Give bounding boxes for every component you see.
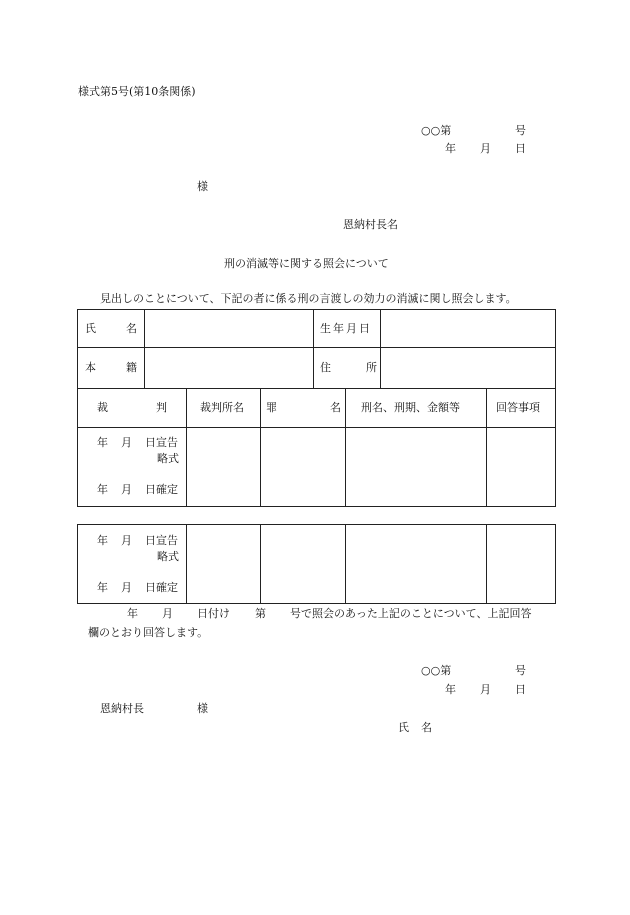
row-month: 月	[121, 581, 132, 594]
form-number: 様式第5号(第10条関係)	[78, 85, 196, 98]
address-label-a: 住	[320, 361, 331, 374]
col-answer: 回答事項	[496, 401, 540, 414]
row-day-finalized: 日確定	[145, 581, 178, 594]
date-year: 年	[445, 142, 456, 155]
reply-dated: 日付け	[197, 607, 230, 620]
birth-label: 生年月日	[320, 322, 372, 335]
col-judgment-b: 判	[156, 401, 167, 414]
address-label-b: 所	[366, 361, 377, 374]
row-day-finalized: 日確定	[145, 483, 178, 496]
col-sentence: 刑名、刑期、金額等	[361, 401, 460, 414]
sender-name: 恩納村長名	[343, 218, 398, 231]
col-judgment-a: 裁	[97, 401, 108, 414]
reply-date-month: 月	[480, 683, 491, 696]
domicile-label-a: 本	[85, 361, 96, 374]
reply-no: 第	[255, 607, 266, 620]
name-label-a: 氏	[85, 322, 96, 335]
reply-name-b: 名	[421, 721, 432, 734]
intro-text: 見出しのことについて、下記の者に係る刑の言渡しの効力の消滅に関し照会します。	[100, 292, 517, 305]
reply-addressee: 恩納村長	[100, 702, 144, 715]
reply-month: 月	[162, 607, 173, 620]
doc-number-prefix: ○○第	[421, 124, 452, 137]
date-month: 月	[480, 142, 491, 155]
reply-number-suffix: 号	[515, 664, 526, 677]
document-title: 刑の消滅等に関する照会について	[224, 257, 389, 270]
row-month: 月	[121, 534, 132, 547]
row-month: 月	[121, 483, 132, 496]
reply-date-year: 年	[445, 683, 456, 696]
reply-line1-rest: 号で照会のあった上記のことについて、上記回答	[290, 607, 532, 620]
reply-date-day: 日	[515, 683, 526, 696]
reply-year: 年	[127, 607, 138, 620]
name-label-b: 名	[126, 322, 137, 335]
row-month: 月	[121, 436, 132, 449]
reply-number-prefix: ○○第	[421, 664, 452, 677]
row-summary: 略式	[157, 452, 179, 465]
col-crime-b: 名	[330, 401, 341, 414]
row-day-sentenced: 日宣告	[145, 534, 178, 547]
date-day: 日	[515, 142, 526, 155]
row-year: 年	[97, 483, 108, 496]
reply-line2: 欄のとおり回答します。	[88, 626, 209, 639]
row-year: 年	[97, 581, 108, 594]
row-year: 年	[97, 534, 108, 547]
doc-number-suffix: 号	[515, 124, 526, 137]
addressee-suffix: 様	[197, 180, 208, 193]
domicile-label-b: 籍	[126, 361, 137, 374]
reply-addressee-suffix: 様	[197, 702, 208, 715]
reply-name-a: 氏	[398, 721, 409, 734]
col-court: 裁判所名	[200, 401, 244, 414]
row-day-sentenced: 日宣告	[145, 436, 178, 449]
row-summary: 略式	[157, 550, 179, 563]
row-year: 年	[97, 436, 108, 449]
col-crime-a: 罪	[266, 401, 277, 414]
